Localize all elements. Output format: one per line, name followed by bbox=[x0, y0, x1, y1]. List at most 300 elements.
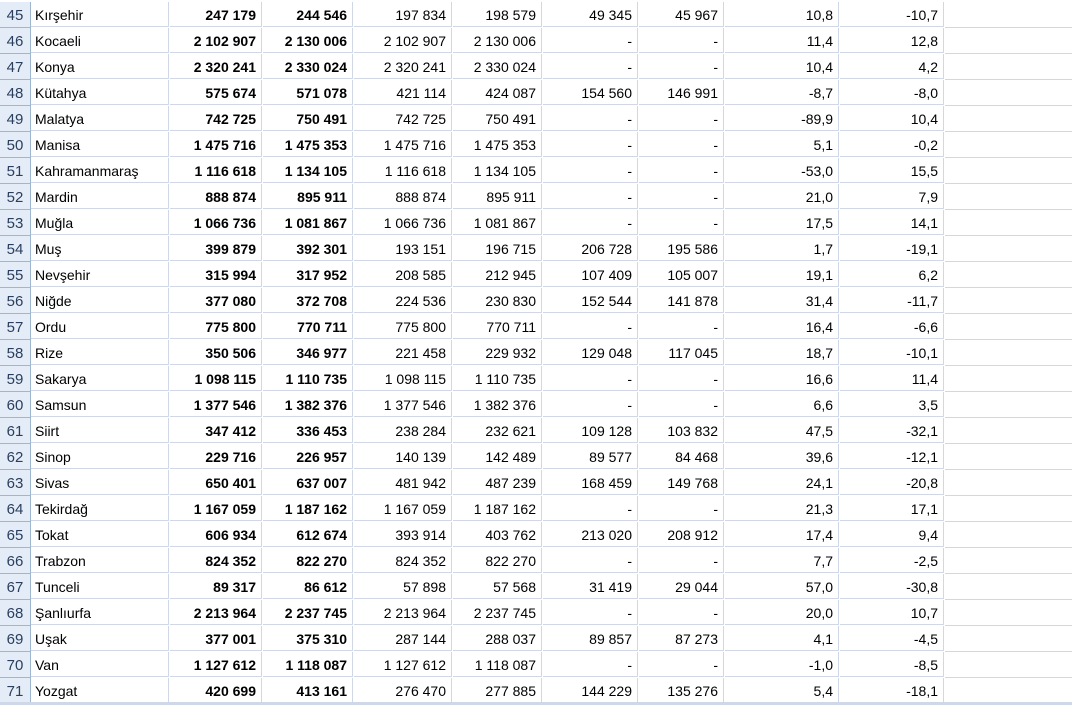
table-row[interactable] bbox=[0, 262, 1072, 288]
urban-2012-cell[interactable]: 198 579 bbox=[453, 2, 542, 27]
growth-rate-2-cell[interactable]: -30,8 bbox=[840, 574, 944, 599]
urban-2012-cell[interactable]: 822 270 bbox=[453, 548, 542, 573]
total-2011-cell[interactable]: 420 699 bbox=[170, 678, 262, 703]
row-header[interactable]: 61 bbox=[0, 418, 31, 444]
empty-cell[interactable] bbox=[945, 600, 1072, 626]
growth-rate-1-cell[interactable]: 21,0 bbox=[725, 184, 839, 209]
table-row[interactable] bbox=[0, 496, 1072, 522]
growth-rate-1-cell[interactable]: 10,4 bbox=[725, 54, 839, 79]
row-header[interactable]: 66 bbox=[0, 548, 31, 574]
total-2011-cell[interactable]: 1 098 115 bbox=[170, 366, 262, 391]
urban-2011-cell[interactable]: 221 458 bbox=[354, 340, 452, 365]
province-name-cell[interactable]: Malatya bbox=[31, 106, 169, 131]
growth-rate-2-cell[interactable]: -10,7 bbox=[840, 2, 944, 27]
growth-rate-1-cell[interactable]: 16,4 bbox=[725, 314, 839, 339]
total-2012-cell[interactable]: 244 546 bbox=[263, 2, 353, 27]
total-2012-cell[interactable]: 770 711 bbox=[263, 314, 353, 339]
growth-rate-2-cell[interactable]: -8,0 bbox=[840, 80, 944, 105]
total-2011-cell[interactable]: 888 874 bbox=[170, 184, 262, 209]
empty-cell[interactable] bbox=[945, 574, 1072, 600]
rural-2012-cell[interactable]: 84 468 bbox=[639, 444, 724, 469]
table-row[interactable] bbox=[0, 444, 1072, 470]
total-2012-cell[interactable]: 895 911 bbox=[263, 184, 353, 209]
urban-2012-cell[interactable]: 230 830 bbox=[453, 288, 542, 313]
total-2011-cell[interactable]: 1 475 716 bbox=[170, 132, 262, 157]
growth-rate-1-cell[interactable]: -1,0 bbox=[725, 652, 839, 677]
table-row[interactable] bbox=[0, 132, 1072, 158]
rural-2011-cell[interactable]: - bbox=[543, 496, 638, 521]
total-2012-cell[interactable]: 226 957 bbox=[263, 444, 353, 469]
total-2012-cell[interactable]: 1 081 867 bbox=[263, 210, 353, 235]
urban-2011-cell[interactable]: 1 116 618 bbox=[354, 158, 452, 183]
rural-2011-cell[interactable]: 154 560 bbox=[543, 80, 638, 105]
row-header[interactable]: 46 bbox=[0, 28, 31, 54]
growth-rate-1-cell[interactable]: 20,0 bbox=[725, 600, 839, 625]
urban-2012-cell[interactable]: 142 489 bbox=[453, 444, 542, 469]
rural-2012-cell[interactable]: - bbox=[639, 54, 724, 79]
province-name-cell[interactable]: Ordu bbox=[31, 314, 169, 339]
urban-2012-cell[interactable]: 229 932 bbox=[453, 340, 542, 365]
urban-2012-cell[interactable]: 1 134 105 bbox=[453, 158, 542, 183]
growth-rate-2-cell[interactable]: -19,1 bbox=[840, 236, 944, 261]
urban-2011-cell[interactable]: 775 800 bbox=[354, 314, 452, 339]
empty-cell[interactable] bbox=[945, 392, 1072, 418]
empty-cell[interactable] bbox=[945, 262, 1072, 288]
total-2012-cell[interactable]: 346 977 bbox=[263, 340, 353, 365]
growth-rate-2-cell[interactable]: 15,5 bbox=[840, 158, 944, 183]
urban-2012-cell[interactable]: 288 037 bbox=[453, 626, 542, 651]
rural-2012-cell[interactable]: - bbox=[639, 366, 724, 391]
growth-rate-2-cell[interactable]: -4,5 bbox=[840, 626, 944, 651]
table-row[interactable] bbox=[0, 28, 1072, 54]
total-2012-cell[interactable]: 336 453 bbox=[263, 418, 353, 443]
growth-rate-1-cell[interactable]: 11,4 bbox=[725, 28, 839, 53]
row-header[interactable]: 62 bbox=[0, 444, 31, 470]
total-2011-cell[interactable]: 575 674 bbox=[170, 80, 262, 105]
growth-rate-1-cell[interactable]: 57,0 bbox=[725, 574, 839, 599]
rural-2011-cell[interactable]: - bbox=[543, 314, 638, 339]
table-row[interactable] bbox=[0, 106, 1072, 132]
total-2011-cell[interactable]: 1 127 612 bbox=[170, 652, 262, 677]
growth-rate-2-cell[interactable]: -11,7 bbox=[840, 288, 944, 313]
rural-2012-cell[interactable]: - bbox=[639, 28, 724, 53]
table-row[interactable] bbox=[0, 418, 1072, 444]
growth-rate-2-cell[interactable]: -2,5 bbox=[840, 548, 944, 573]
table-row[interactable] bbox=[0, 210, 1072, 236]
growth-rate-2-cell[interactable]: 17,1 bbox=[840, 496, 944, 521]
rural-2011-cell[interactable]: 213 020 bbox=[543, 522, 638, 547]
row-header[interactable]: 56 bbox=[0, 288, 31, 314]
row-header[interactable]: 64 bbox=[0, 496, 31, 522]
urban-2012-cell[interactable]: 2 330 024 bbox=[453, 54, 542, 79]
growth-rate-2-cell[interactable]: -0,2 bbox=[840, 132, 944, 157]
growth-rate-2-cell[interactable]: -12,1 bbox=[840, 444, 944, 469]
growth-rate-1-cell[interactable]: -89,9 bbox=[725, 106, 839, 131]
growth-rate-1-cell[interactable]: 18,7 bbox=[725, 340, 839, 365]
total-2012-cell[interactable]: 86 612 bbox=[263, 574, 353, 599]
rural-2012-cell[interactable]: 146 991 bbox=[639, 80, 724, 105]
total-2012-cell[interactable]: 1 475 353 bbox=[263, 132, 353, 157]
growth-rate-1-cell[interactable]: 16,6 bbox=[725, 366, 839, 391]
empty-cell[interactable] bbox=[945, 158, 1072, 184]
table-row[interactable] bbox=[0, 340, 1072, 366]
empty-cell[interactable] bbox=[945, 106, 1072, 132]
total-2011-cell[interactable]: 824 352 bbox=[170, 548, 262, 573]
total-2012-cell[interactable]: 1 382 376 bbox=[263, 392, 353, 417]
province-name-cell[interactable]: Kütahya bbox=[31, 80, 169, 105]
growth-rate-2-cell[interactable]: -10,1 bbox=[840, 340, 944, 365]
rural-2012-cell[interactable]: 45 967 bbox=[639, 2, 724, 27]
rural-2012-cell[interactable]: 103 832 bbox=[639, 418, 724, 443]
urban-2011-cell[interactable]: 193 151 bbox=[354, 236, 452, 261]
rural-2012-cell[interactable]: - bbox=[639, 496, 724, 521]
total-2011-cell[interactable]: 606 934 bbox=[170, 522, 262, 547]
growth-rate-1-cell[interactable]: 5,4 bbox=[725, 678, 839, 703]
urban-2011-cell[interactable]: 888 874 bbox=[354, 184, 452, 209]
empty-cell[interactable] bbox=[945, 418, 1072, 444]
growth-rate-1-cell[interactable]: 39,6 bbox=[725, 444, 839, 469]
total-2011-cell[interactable]: 229 716 bbox=[170, 444, 262, 469]
urban-2012-cell[interactable]: 1 118 087 bbox=[453, 652, 542, 677]
empty-cell[interactable] bbox=[945, 340, 1072, 366]
rural-2011-cell[interactable]: 129 048 bbox=[543, 340, 638, 365]
rural-2012-cell[interactable]: - bbox=[639, 548, 724, 573]
rural-2012-cell[interactable]: 141 878 bbox=[639, 288, 724, 313]
growth-rate-1-cell[interactable]: 10,8 bbox=[725, 2, 839, 27]
total-2012-cell[interactable]: 637 007 bbox=[263, 470, 353, 495]
urban-2012-cell[interactable]: 770 711 bbox=[453, 314, 542, 339]
province-name-cell[interactable]: Trabzon bbox=[31, 548, 169, 573]
urban-2011-cell[interactable]: 140 139 bbox=[354, 444, 452, 469]
growth-rate-2-cell[interactable]: -8,5 bbox=[840, 652, 944, 677]
empty-cell[interactable] bbox=[945, 470, 1072, 496]
province-name-cell[interactable]: Nevşehir bbox=[31, 262, 169, 287]
urban-2012-cell[interactable]: 1 110 735 bbox=[453, 366, 542, 391]
growth-rate-2-cell[interactable]: -20,8 bbox=[840, 470, 944, 495]
province-name-cell[interactable]: Mardin bbox=[31, 184, 169, 209]
urban-2012-cell[interactable]: 2 130 006 bbox=[453, 28, 542, 53]
total-2011-cell[interactable]: 2 102 907 bbox=[170, 28, 262, 53]
total-2011-cell[interactable]: 2 213 964 bbox=[170, 600, 262, 625]
growth-rate-2-cell[interactable]: -32,1 bbox=[840, 418, 944, 443]
growth-rate-1-cell[interactable]: 7,7 bbox=[725, 548, 839, 573]
table-row[interactable] bbox=[0, 54, 1072, 80]
province-name-cell[interactable]: Şanlıurfa bbox=[31, 600, 169, 625]
growth-rate-2-cell[interactable]: 9,4 bbox=[840, 522, 944, 547]
urban-2012-cell[interactable]: 2 237 745 bbox=[453, 600, 542, 625]
urban-2011-cell[interactable]: 208 585 bbox=[354, 262, 452, 287]
total-2011-cell[interactable]: 347 412 bbox=[170, 418, 262, 443]
empty-cell[interactable] bbox=[945, 236, 1072, 262]
empty-cell[interactable] bbox=[945, 54, 1072, 80]
table-row[interactable] bbox=[0, 548, 1072, 574]
urban-2011-cell[interactable]: 238 284 bbox=[354, 418, 452, 443]
growth-rate-1-cell[interactable]: 17,4 bbox=[725, 522, 839, 547]
urban-2012-cell[interactable]: 277 885 bbox=[453, 678, 542, 703]
row-header[interactable]: 53 bbox=[0, 210, 31, 236]
urban-2011-cell[interactable]: 393 914 bbox=[354, 522, 452, 547]
rural-2011-cell[interactable]: 89 857 bbox=[543, 626, 638, 651]
province-name-cell[interactable]: Muğla bbox=[31, 210, 169, 235]
urban-2011-cell[interactable]: 2 102 907 bbox=[354, 28, 452, 53]
urban-2012-cell[interactable]: 232 621 bbox=[453, 418, 542, 443]
rural-2012-cell[interactable]: - bbox=[639, 210, 724, 235]
rural-2012-cell[interactable]: - bbox=[639, 132, 724, 157]
rural-2011-cell[interactable]: 152 544 bbox=[543, 288, 638, 313]
urban-2012-cell[interactable]: 1 475 353 bbox=[453, 132, 542, 157]
table-row[interactable] bbox=[0, 626, 1072, 652]
row-header[interactable]: 48 bbox=[0, 80, 31, 106]
province-name-cell[interactable]: Muş bbox=[31, 236, 169, 261]
urban-2011-cell[interactable]: 1 475 716 bbox=[354, 132, 452, 157]
growth-rate-1-cell[interactable]: 47,5 bbox=[725, 418, 839, 443]
empty-cell[interactable] bbox=[945, 652, 1072, 678]
table-row[interactable] bbox=[0, 314, 1072, 340]
rural-2011-cell[interactable]: - bbox=[543, 210, 638, 235]
province-name-cell[interactable]: Rize bbox=[31, 340, 169, 365]
row-header[interactable]: 58 bbox=[0, 340, 31, 366]
total-2012-cell[interactable]: 1 110 735 bbox=[263, 366, 353, 391]
urban-2011-cell[interactable]: 1 377 546 bbox=[354, 392, 452, 417]
total-2011-cell[interactable]: 377 001 bbox=[170, 626, 262, 651]
table-row[interactable] bbox=[0, 184, 1072, 210]
urban-2012-cell[interactable]: 57 568 bbox=[453, 574, 542, 599]
total-2012-cell[interactable]: 612 674 bbox=[263, 522, 353, 547]
rural-2012-cell[interactable]: 135 276 bbox=[639, 678, 724, 703]
rural-2012-cell[interactable]: 117 045 bbox=[639, 340, 724, 365]
province-name-cell[interactable]: Uşak bbox=[31, 626, 169, 651]
row-header[interactable]: 67 bbox=[0, 574, 31, 600]
total-2011-cell[interactable]: 775 800 bbox=[170, 314, 262, 339]
urban-2011-cell[interactable]: 224 536 bbox=[354, 288, 452, 313]
row-header[interactable]: 45 bbox=[0, 2, 31, 28]
urban-2011-cell[interactable]: 276 470 bbox=[354, 678, 452, 703]
growth-rate-1-cell[interactable]: 5,1 bbox=[725, 132, 839, 157]
province-name-cell[interactable]: Kırşehir bbox=[31, 2, 169, 27]
province-name-cell[interactable]: Konya bbox=[31, 54, 169, 79]
row-header[interactable]: 71 bbox=[0, 678, 31, 704]
total-2011-cell[interactable]: 1 167 059 bbox=[170, 496, 262, 521]
growth-rate-2-cell[interactable]: 7,9 bbox=[840, 184, 944, 209]
table-row[interactable] bbox=[0, 2, 1072, 28]
rural-2011-cell[interactable]: - bbox=[543, 54, 638, 79]
growth-rate-1-cell[interactable]: 19,1 bbox=[725, 262, 839, 287]
table-row[interactable] bbox=[0, 80, 1072, 106]
province-name-cell[interactable]: Kocaeli bbox=[31, 28, 169, 53]
rural-2011-cell[interactable]: - bbox=[543, 652, 638, 677]
total-2012-cell[interactable]: 317 952 bbox=[263, 262, 353, 287]
rural-2011-cell[interactable]: - bbox=[543, 548, 638, 573]
urban-2011-cell[interactable]: 2 320 241 bbox=[354, 54, 452, 79]
empty-cell[interactable] bbox=[945, 678, 1072, 704]
rural-2011-cell[interactable]: - bbox=[543, 184, 638, 209]
urban-2011-cell[interactable]: 197 834 bbox=[354, 2, 452, 27]
province-name-cell[interactable]: Sinop bbox=[31, 444, 169, 469]
rural-2011-cell[interactable]: 168 459 bbox=[543, 470, 638, 495]
growth-rate-1-cell[interactable]: -53,0 bbox=[725, 158, 839, 183]
rural-2012-cell[interactable]: - bbox=[639, 600, 724, 625]
row-header[interactable]: 50 bbox=[0, 132, 31, 158]
row-header[interactable]: 57 bbox=[0, 314, 31, 340]
total-2012-cell[interactable]: 372 708 bbox=[263, 288, 353, 313]
growth-rate-2-cell[interactable]: -18,1 bbox=[840, 678, 944, 703]
total-2012-cell[interactable]: 750 491 bbox=[263, 106, 353, 131]
rural-2011-cell[interactable]: 109 128 bbox=[543, 418, 638, 443]
total-2011-cell[interactable]: 377 080 bbox=[170, 288, 262, 313]
urban-2012-cell[interactable]: 424 087 bbox=[453, 80, 542, 105]
empty-cell[interactable] bbox=[945, 314, 1072, 340]
total-2012-cell[interactable]: 571 078 bbox=[263, 80, 353, 105]
total-2012-cell[interactable]: 375 310 bbox=[263, 626, 353, 651]
growth-rate-2-cell[interactable]: 10,7 bbox=[840, 600, 944, 625]
row-header[interactable]: 52 bbox=[0, 184, 31, 210]
urban-2011-cell[interactable]: 824 352 bbox=[354, 548, 452, 573]
urban-2011-cell[interactable]: 742 725 bbox=[354, 106, 452, 131]
urban-2012-cell[interactable]: 1 382 376 bbox=[453, 392, 542, 417]
row-header[interactable]: 63 bbox=[0, 470, 31, 496]
growth-rate-1-cell[interactable]: 6,6 bbox=[725, 392, 839, 417]
rural-2012-cell[interactable]: 149 768 bbox=[639, 470, 724, 495]
empty-cell[interactable] bbox=[945, 80, 1072, 106]
empty-cell[interactable] bbox=[945, 184, 1072, 210]
rural-2011-cell[interactable]: - bbox=[543, 392, 638, 417]
province-name-cell[interactable]: Siirt bbox=[31, 418, 169, 443]
urban-2011-cell[interactable]: 1 066 736 bbox=[354, 210, 452, 235]
total-2012-cell[interactable]: 2 130 006 bbox=[263, 28, 353, 53]
urban-2012-cell[interactable]: 403 762 bbox=[453, 522, 542, 547]
province-name-cell[interactable]: Manisa bbox=[31, 132, 169, 157]
province-name-cell[interactable]: Yozgat bbox=[31, 678, 169, 703]
province-name-cell[interactable]: Tunceli bbox=[31, 574, 169, 599]
urban-2011-cell[interactable]: 1 167 059 bbox=[354, 496, 452, 521]
total-2011-cell[interactable]: 1 066 736 bbox=[170, 210, 262, 235]
rural-2011-cell[interactable]: - bbox=[543, 28, 638, 53]
province-name-cell[interactable]: Sakarya bbox=[31, 366, 169, 391]
total-2011-cell[interactable]: 315 994 bbox=[170, 262, 262, 287]
rural-2011-cell[interactable]: 144 229 bbox=[543, 678, 638, 703]
table-row[interactable] bbox=[0, 522, 1072, 548]
growth-rate-2-cell[interactable]: 4,2 bbox=[840, 54, 944, 79]
empty-cell[interactable] bbox=[945, 288, 1072, 314]
total-2012-cell[interactable]: 1 134 105 bbox=[263, 158, 353, 183]
urban-2012-cell[interactable]: 895 911 bbox=[453, 184, 542, 209]
rural-2011-cell[interactable]: - bbox=[543, 106, 638, 131]
row-header[interactable]: 47 bbox=[0, 54, 31, 80]
growth-rate-1-cell[interactable]: 1,7 bbox=[725, 236, 839, 261]
rural-2012-cell[interactable]: - bbox=[639, 652, 724, 677]
rural-2012-cell[interactable]: - bbox=[639, 184, 724, 209]
row-header[interactable]: 70 bbox=[0, 652, 31, 678]
total-2012-cell[interactable]: 1 118 087 bbox=[263, 652, 353, 677]
urban-2011-cell[interactable]: 1 127 612 bbox=[354, 652, 452, 677]
table-row[interactable] bbox=[0, 600, 1072, 626]
rural-2011-cell[interactable]: - bbox=[543, 132, 638, 157]
rural-2011-cell[interactable]: - bbox=[543, 366, 638, 391]
table-row[interactable] bbox=[0, 652, 1072, 678]
total-2011-cell[interactable]: 1 377 546 bbox=[170, 392, 262, 417]
rural-2012-cell[interactable]: - bbox=[639, 392, 724, 417]
rural-2011-cell[interactable]: 89 577 bbox=[543, 444, 638, 469]
growth-rate-2-cell[interactable]: 6,2 bbox=[840, 262, 944, 287]
row-header[interactable]: 59 bbox=[0, 366, 31, 392]
empty-cell[interactable] bbox=[945, 2, 1072, 28]
growth-rate-2-cell[interactable]: -6,6 bbox=[840, 314, 944, 339]
row-header[interactable]: 49 bbox=[0, 106, 31, 132]
province-name-cell[interactable]: Niğde bbox=[31, 288, 169, 313]
urban-2012-cell[interactable]: 212 945 bbox=[453, 262, 542, 287]
rural-2012-cell[interactable]: 87 273 bbox=[639, 626, 724, 651]
table-row[interactable] bbox=[0, 678, 1072, 704]
table-row[interactable] bbox=[0, 236, 1072, 262]
growth-rate-1-cell[interactable]: 21,3 bbox=[725, 496, 839, 521]
rural-2011-cell[interactable]: 31 419 bbox=[543, 574, 638, 599]
total-2011-cell[interactable]: 650 401 bbox=[170, 470, 262, 495]
urban-2011-cell[interactable]: 1 098 115 bbox=[354, 366, 452, 391]
empty-cell[interactable] bbox=[945, 548, 1072, 574]
table-row[interactable] bbox=[0, 158, 1072, 184]
rural-2011-cell[interactable]: 49 345 bbox=[543, 2, 638, 27]
total-2012-cell[interactable]: 822 270 bbox=[263, 548, 353, 573]
urban-2012-cell[interactable]: 750 491 bbox=[453, 106, 542, 131]
empty-cell[interactable] bbox=[945, 496, 1072, 522]
rural-2012-cell[interactable]: - bbox=[639, 314, 724, 339]
total-2012-cell[interactable]: 413 161 bbox=[263, 678, 353, 703]
rural-2012-cell[interactable]: 29 044 bbox=[639, 574, 724, 599]
urban-2011-cell[interactable]: 421 114 bbox=[354, 80, 452, 105]
empty-cell[interactable] bbox=[945, 522, 1072, 548]
empty-cell[interactable] bbox=[945, 626, 1072, 652]
urban-2012-cell[interactable]: 1 187 162 bbox=[453, 496, 542, 521]
row-header[interactable]: 69 bbox=[0, 626, 31, 652]
rural-2012-cell[interactable]: 195 586 bbox=[639, 236, 724, 261]
rural-2012-cell[interactable]: 105 007 bbox=[639, 262, 724, 287]
rural-2011-cell[interactable]: 206 728 bbox=[543, 236, 638, 261]
growth-rate-1-cell[interactable]: 24,1 bbox=[725, 470, 839, 495]
rural-2011-cell[interactable]: 107 409 bbox=[543, 262, 638, 287]
rural-2011-cell[interactable]: - bbox=[543, 158, 638, 183]
growth-rate-1-cell[interactable]: -8,7 bbox=[725, 80, 839, 105]
row-header[interactable]: 68 bbox=[0, 600, 31, 626]
rural-2012-cell[interactable]: - bbox=[639, 106, 724, 131]
row-header[interactable]: 65 bbox=[0, 522, 31, 548]
row-header[interactable]: 60 bbox=[0, 392, 31, 418]
table-row[interactable] bbox=[0, 574, 1072, 600]
growth-rate-1-cell[interactable]: 4,1 bbox=[725, 626, 839, 651]
row-header[interactable]: 51 bbox=[0, 158, 31, 184]
growth-rate-2-cell[interactable]: 3,5 bbox=[840, 392, 944, 417]
growth-rate-2-cell[interactable]: 14,1 bbox=[840, 210, 944, 235]
province-name-cell[interactable]: Samsun bbox=[31, 392, 169, 417]
row-header[interactable]: 54 bbox=[0, 236, 31, 262]
total-2011-cell[interactable]: 742 725 bbox=[170, 106, 262, 131]
rural-2012-cell[interactable]: - bbox=[639, 158, 724, 183]
province-name-cell[interactable]: Tekirdağ bbox=[31, 496, 169, 521]
total-2011-cell[interactable]: 399 879 bbox=[170, 236, 262, 261]
urban-2011-cell[interactable]: 2 213 964 bbox=[354, 600, 452, 625]
table-row[interactable] bbox=[0, 470, 1072, 496]
urban-2011-cell[interactable]: 287 144 bbox=[354, 626, 452, 651]
table-row[interactable] bbox=[0, 366, 1072, 392]
urban-2012-cell[interactable]: 196 715 bbox=[453, 236, 542, 261]
growth-rate-1-cell[interactable]: 17,5 bbox=[725, 210, 839, 235]
rural-2011-cell[interactable]: - bbox=[543, 600, 638, 625]
urban-2011-cell[interactable]: 57 898 bbox=[354, 574, 452, 599]
table-row[interactable] bbox=[0, 392, 1072, 418]
province-name-cell[interactable]: Tokat bbox=[31, 522, 169, 547]
row-header[interactable]: 55 bbox=[0, 262, 31, 288]
total-2011-cell[interactable]: 1 116 618 bbox=[170, 158, 262, 183]
total-2011-cell[interactable]: 2 320 241 bbox=[170, 54, 262, 79]
